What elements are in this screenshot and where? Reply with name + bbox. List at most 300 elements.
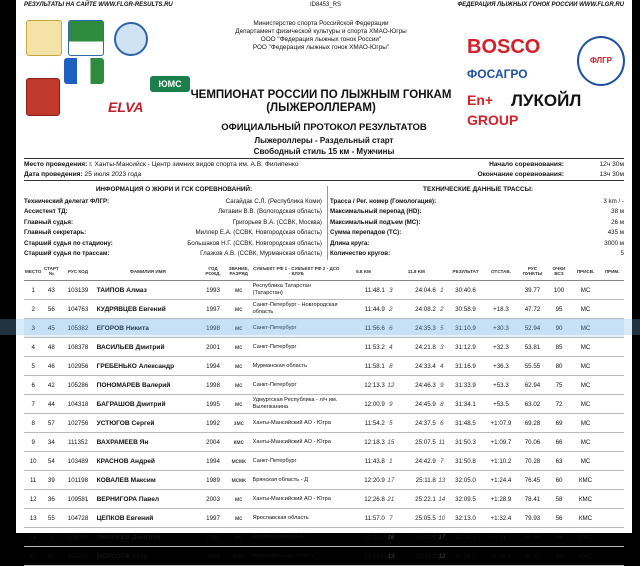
split2-pos: 6 — [437, 414, 447, 433]
assigned-cell: МС — [571, 300, 600, 319]
results-site-link[interactable]: РЕЗУЛЬТАТЫ НА САЙТЕ WWW.FLGR-RESULTS.RU — [24, 2, 173, 8]
region-cell: Санкт-Петербург — [252, 452, 341, 471]
vsz-cell: 100 — [547, 281, 571, 300]
bib-cell: 55 — [42, 509, 60, 528]
vsz-cell: 95 — [547, 300, 571, 319]
year-cell: 1994 — [200, 357, 226, 376]
end-label: Окончание соревнования: — [477, 171, 564, 178]
championship-title-line: ЧЕМПИОНАТ РОССИИ ПО ЛЫЖНЫМ ГОНКАМ — [190, 89, 452, 101]
split1-cell: 12:13.5 — [341, 547, 386, 566]
table-row[interactable] — [24, 433, 624, 452]
table-row[interactable] — [24, 414, 624, 433]
col-name: ФАМИЛИЯ ИМЯ — [96, 262, 201, 281]
code-cell: 102956 — [60, 357, 95, 376]
split1-cell: 11:44.9 — [341, 300, 386, 319]
vsz-cell: 52 — [547, 547, 571, 566]
athlete-name: МОРОЗОВ Егор — [96, 547, 201, 566]
bib-cell: 46 — [42, 357, 60, 376]
code-cell: 102756 — [60, 414, 95, 433]
start-label: Начало соревнования: — [489, 161, 564, 168]
athlete-name: ГРЕБЕНЬКО Александр — [96, 357, 201, 376]
points-cell: 78.41 — [518, 490, 548, 509]
organizers — [196, 20, 446, 52]
gap-cell: +53.3 — [484, 376, 517, 395]
bosco-logo: BOSCO — [467, 36, 541, 58]
place-cell: 4 — [24, 338, 42, 357]
result-cell: 32:09.5 — [447, 490, 484, 509]
note-cell — [600, 509, 624, 528]
gap-cell — [484, 281, 517, 300]
assigned-cell: КМС — [571, 528, 600, 547]
split2-cell: 24:08.2 — [396, 300, 437, 319]
gap-cell: +53.5 — [484, 395, 517, 414]
note-cell — [600, 300, 624, 319]
region-cell: Республика Татарстан (Татарстан) — [252, 281, 341, 300]
gap-cell: +1:07.9 — [484, 414, 517, 433]
col-note: ПРИМ. — [600, 262, 624, 281]
table-row[interactable] — [24, 376, 624, 395]
year-cell: 1989 — [200, 471, 226, 490]
organizer-line: ООО "Федерация лыжных гонок России" — [260, 36, 382, 43]
rank-cell: мс — [226, 376, 252, 395]
year-cell: 1998 — [200, 319, 226, 338]
organizer-line: РОО "Федерация лыжных гонок ХМАО-Югры" — [252, 44, 390, 51]
result-cell: 31:50.3 — [447, 433, 484, 452]
split1-cell: 11:48.1 — [341, 281, 386, 300]
gap-cell: +1:32.4 — [484, 509, 517, 528]
rank-cell: мс — [226, 319, 252, 338]
info-divider — [327, 186, 328, 260]
tech-row: Максимальный подъем (MC): 26 м — [330, 218, 624, 226]
region-cell: Санкт-Петербург — [252, 338, 341, 357]
result-cell: 32:16.2 — [447, 547, 484, 566]
gap-cell: +1:33.7 — [484, 528, 517, 547]
tech-row: Сумма перепадов (ТС): 435 м — [330, 229, 624, 237]
points-cell: 69.28 — [518, 414, 548, 433]
split2-cell: 25:05.5 — [396, 509, 437, 528]
split2-cell: 24:04.6 — [396, 281, 437, 300]
start-time: 12ч 30м — [599, 161, 624, 168]
vsz-cell: 75 — [547, 376, 571, 395]
jury-row: Технический делегат ФЛГР: Сагайдак С.Л. (Республика Коми) — [24, 198, 322, 205]
table-row[interactable] — [24, 300, 624, 319]
points-cell: 62.94 — [518, 376, 548, 395]
athlete-name: БАГРАШОВ Дмитрий — [96, 395, 201, 414]
note-cell — [600, 395, 624, 414]
table-row[interactable] — [24, 528, 624, 547]
code-cell: 105304 — [60, 528, 95, 547]
split1-pos: 1 — [386, 452, 396, 471]
note-cell — [600, 319, 624, 338]
result-cell: 32:13.0 — [447, 509, 484, 528]
championship-title — [166, 89, 476, 115]
athlete-name: ЯМАЛЕЕВ Дмитрий — [96, 528, 201, 547]
split1-pos: 18 — [386, 528, 396, 547]
col-region: СУБЪЕКТ РФ 1 - СУБЪЕКТ РФ 2 - ДСО - КЛУБ — [252, 262, 341, 281]
region-cell: Санкт-Петербург - Новгородская область — [252, 300, 341, 319]
split1-cell: 12:00.9 — [341, 395, 386, 414]
rank-cell: мс — [226, 338, 252, 357]
split2-cell: 25:11.8 — [396, 471, 437, 490]
gap-cell: +32.3 — [484, 338, 517, 357]
result-cell: 32:05.0 — [447, 471, 484, 490]
bib-cell: 44 — [42, 395, 60, 414]
rank-cell: мс — [226, 281, 252, 300]
note-cell — [600, 281, 624, 300]
code-cell: 104728 — [60, 509, 95, 528]
results-header-row — [24, 262, 624, 281]
result-cell: 31:10.9 — [447, 319, 484, 338]
split2-cell: 25:22.1 — [396, 490, 437, 509]
result-cell: 31:33.9 — [447, 376, 484, 395]
vsz-cell: 66 — [547, 433, 571, 452]
athlete-name: КОВАЛЕВ Максим — [96, 471, 201, 490]
year-cell: 1997 — [200, 300, 226, 319]
vsz-cell: 54 — [547, 528, 571, 547]
table-row[interactable] — [24, 338, 624, 357]
assigned-cell: МС — [571, 338, 600, 357]
code-cell: 108378 — [60, 338, 95, 357]
table-row[interactable] — [24, 471, 624, 490]
col-place: МЕСТО — [24, 262, 42, 281]
code-cell: 110283 — [60, 547, 95, 566]
result-cell: 31:48.5 — [447, 414, 484, 433]
table-row[interactable] — [24, 357, 624, 376]
place-cell: 6 — [24, 376, 42, 395]
split1-pos: 12 — [386, 376, 396, 395]
year-cell: 1982 — [200, 528, 226, 547]
venue-label: Место проведения: — [24, 161, 88, 168]
assigned-cell: МС — [571, 414, 600, 433]
assigned-cell: КМС — [571, 509, 600, 528]
year-cell: 1994 — [200, 452, 226, 471]
result-cell: 31:34.1 — [447, 395, 484, 414]
split2-cell: 24:37.5 — [396, 414, 437, 433]
split2-pos: 2 — [437, 300, 447, 319]
place-cell: 1 — [24, 281, 42, 300]
split2-cell: 25:29.4 — [396, 528, 437, 547]
document-id: ID8453_RS — [310, 2, 342, 8]
region-cell: Ханты-Мансийский АО - Югра — [252, 433, 341, 452]
points-cell: 81.32 — [518, 547, 548, 566]
place-cell: 15 — [24, 547, 42, 566]
points-cell: 76.45 — [518, 471, 548, 490]
split1-cell: 12:20.9 — [341, 471, 386, 490]
vsz-cell: 58 — [547, 490, 571, 509]
code-cell: 104318 — [60, 395, 95, 414]
bib-cell: 45 — [42, 319, 60, 338]
split1-cell: 12:13.3 — [341, 376, 386, 395]
athlete-name: ТАИПОВ Алмаз — [96, 281, 201, 300]
note-cell — [600, 338, 624, 357]
athlete-name: КУДРЯВЦЕВ Евгений — [96, 300, 201, 319]
split1-pos: 5 — [386, 414, 396, 433]
tech-row: Трасса / Рег. номер (Гомологация): 3 km / - — [330, 198, 624, 205]
table-row[interactable] — [24, 509, 624, 528]
code-cell: 109581 — [60, 490, 95, 509]
jury-row: Главный секретарь: Миллер Е.А. (ССВК, Новгородская область) — [24, 229, 322, 237]
rank-cell: мс — [226, 395, 252, 414]
year-cell: 1993 — [200, 281, 226, 300]
split2-cell: 24:42.9 — [396, 452, 437, 471]
split1-pos: 9 — [386, 395, 396, 414]
place-cell: 14 — [24, 528, 42, 547]
result-cell: 32:14.3 — [447, 528, 484, 547]
results-table — [24, 262, 624, 566]
tech-row: Количество кругов: 5 — [330, 249, 624, 257]
table-row[interactable] — [24, 281, 624, 300]
place-cell: 12 — [24, 490, 42, 509]
protocol-title: ОФИЦИАЛЬНЫЙ ПРОТОКОЛ РЕЗУЛЬТАТОВ — [221, 122, 427, 133]
col-split2: 11.8 KM — [396, 262, 437, 281]
assigned-cell: МС — [571, 281, 600, 300]
split1-pos: 6 — [386, 319, 396, 338]
bib-cell: 43 — [42, 281, 60, 300]
col-code: РУС КОД — [60, 262, 95, 281]
split2-pos: 17 — [437, 528, 447, 547]
split2-pos: 13 — [437, 471, 447, 490]
year-cell: 2004 — [200, 433, 226, 452]
venue-value: г. Ханты-Мансийск - Центр зимних видов спорта им. А.В. Филипенко — [89, 161, 299, 168]
note-cell — [600, 357, 624, 376]
table-row[interactable] — [24, 319, 624, 338]
right-logos — [463, 16, 628, 128]
split1-pos: 2 — [386, 300, 396, 319]
split1-pos: 15 — [386, 433, 396, 452]
region-arms-logo — [26, 78, 60, 116]
code-cell: 111352 — [60, 433, 95, 452]
split1-cell: 11:43.8 — [341, 452, 386, 471]
year-cell: 2004 — [200, 547, 226, 566]
points-cell: 47.72 — [518, 300, 548, 319]
tech-row: Длина круга: 3000 м — [330, 239, 624, 247]
table-row[interactable] — [24, 395, 624, 414]
col-result: РЕЗУЛЬТАТ — [447, 262, 484, 281]
ums-logo: ЮМС — [150, 76, 190, 92]
bib-cell: 57 — [42, 414, 60, 433]
bib-cell: 34 — [42, 433, 60, 452]
year-cell: 2003 — [200, 490, 226, 509]
col-vsz: ОЧКИ ВСЗ — [547, 262, 571, 281]
organizer-line: Департамент физической культуры и спорта ХМАО-Югры — [235, 28, 407, 35]
vsz-cell: 60 — [547, 471, 571, 490]
split1-cell: 11:53.2 — [341, 338, 386, 357]
elva-logo: ELVA — [108, 99, 144, 115]
col-rank: ЗВАНИЕ, РАЗРЯД — [226, 262, 252, 281]
result-cell: 30:58.9 — [447, 300, 484, 319]
vsz-cell: 72 — [547, 395, 571, 414]
rank-cell: мс — [226, 490, 252, 509]
region-cell: Санкт-Петербург — [252, 319, 341, 338]
assigned-cell: МС — [571, 452, 600, 471]
split1-cell: 12:22.0 — [341, 528, 386, 547]
points-cell: 70.28 — [518, 452, 548, 471]
year-cell: 1997 — [200, 509, 226, 528]
table-row[interactable] — [24, 490, 624, 509]
split2-pos: 10 — [437, 509, 447, 528]
vsz-cell: 80 — [547, 357, 571, 376]
split2-pos: 11 — [437, 433, 447, 452]
split2-cell: 24:35.3 — [396, 319, 437, 338]
gap-cell: +18.3 — [484, 300, 517, 319]
split1-pos: 8 — [386, 357, 396, 376]
split2-cell: 24:33.4 — [396, 357, 437, 376]
protocol-page — [16, 0, 632, 560]
emblem-logo — [114, 22, 148, 56]
jury-row: Ассистент ТД: Летавин В.В. (Вологодская область) — [24, 208, 322, 216]
year-cell: 1998 — [200, 376, 226, 395]
place-cell: 13 — [24, 509, 42, 528]
race-style: Свободный стиль 15 км - Мужчины — [253, 147, 395, 156]
result-cell: 30:40.6 — [447, 281, 484, 300]
split1-cell: 11:54.2 — [341, 414, 386, 433]
split2-cell: 25:07.5 — [396, 433, 437, 452]
code-cell: 101198 — [60, 471, 95, 490]
rank-cell: мс — [226, 300, 252, 319]
bib-cell: 42 — [42, 376, 60, 395]
place-cell: 3 — [24, 319, 42, 338]
rank-cell: мс — [226, 357, 252, 376]
gap-cell: +1:35.6 — [484, 547, 517, 566]
rank-cell: мсмк — [226, 471, 252, 490]
jury-list — [24, 197, 322, 259]
fosagro-logo: ФОСАГРО — [467, 67, 528, 81]
bib-cell: 3 — [42, 528, 60, 547]
vsz-cell: 56 — [547, 509, 571, 528]
place-cell: 7 — [24, 395, 42, 414]
split2-pos: 5 — [437, 319, 447, 338]
split2-cell: 25:11.3 — [396, 547, 437, 566]
jury-row: Старший судья по трассам: Глазков А.В. (ССВК, Мурманская область) — [24, 249, 322, 257]
split2-pos: 8 — [437, 395, 447, 414]
gap-cell: +30.3 — [484, 319, 517, 338]
result-cell: 31:50.8 — [447, 452, 484, 471]
points-cell: 52.94 — [518, 319, 548, 338]
rank-cell: кмс — [226, 547, 252, 566]
split1-pos: 3 — [386, 281, 396, 300]
athlete-name: КРАСНОВ Андрей — [96, 452, 201, 471]
table-row[interactable] — [24, 547, 624, 566]
region-cell: Брянская область - Д — [252, 471, 341, 490]
date-row — [24, 169, 624, 181]
points-cell: 70.06 — [518, 433, 548, 452]
jury-row: Главный судья: Григорьев В.А. (ССВК, Москва) — [24, 218, 322, 226]
year-cell: 1992 — [200, 414, 226, 433]
table-row[interactable] — [24, 452, 624, 471]
assigned-cell: МС — [571, 376, 600, 395]
place-cell: 11 — [24, 471, 42, 490]
place-cell: 2 — [24, 300, 42, 319]
place-cell: 9 — [24, 433, 42, 452]
rank-cell: мс — [226, 509, 252, 528]
split1-pos: 21 — [386, 490, 396, 509]
code-cell: 103489 — [60, 452, 95, 471]
split2-cell: 24:21.8 — [396, 338, 437, 357]
col-year: ГОД РОЖД. — [200, 262, 226, 281]
flag-logo — [64, 58, 104, 84]
tech-row: Максимальный перепад (HD): 38 м — [330, 208, 624, 216]
region-cell: Нижегородская область — [252, 547, 341, 566]
split1-cell: 11:57.0 — [341, 509, 386, 528]
split1-pos: 4 — [386, 338, 396, 357]
championship-title-line: (ЛЫЖЕРОЛЛЕРАМ) — [266, 102, 376, 114]
note-cell — [600, 547, 624, 566]
year-cell: 2001 — [200, 338, 226, 357]
athlete-name: ЕГОРОВ Никита — [96, 319, 201, 338]
split2-pos: 14 — [437, 490, 447, 509]
tech-heading: ТЕХНИЧЕСКИЕ ДАННЫЕ ТРАССЫ: — [423, 186, 533, 193]
place-cell: 10 — [24, 452, 42, 471]
athlete-name: ВАХРАМЕЕВ Ян — [96, 433, 201, 452]
split1-cell: 12:26.8 — [341, 490, 386, 509]
col-split1: 5.8 KM — [341, 262, 386, 281]
enplus-logo: En+ GROUP — [467, 92, 519, 128]
rank-cell: кмс — [226, 433, 252, 452]
split2-pos: 12 — [437, 547, 447, 566]
split2-pos: 9 — [437, 376, 447, 395]
points-cell: 80.50 — [518, 528, 548, 547]
points-cell: 53.81 — [518, 338, 548, 357]
points-cell: 79.93 — [518, 509, 548, 528]
split2-pos: 7 — [437, 452, 447, 471]
vsz-cell: 69 — [547, 414, 571, 433]
note-cell — [600, 528, 624, 547]
split2-cell: 24:46.3 — [396, 376, 437, 395]
result-cell: 31:12.9 — [447, 338, 484, 357]
split2-pos: 4 — [437, 357, 447, 376]
lukoil-logo: ЛУКОЙЛ — [511, 91, 582, 110]
bib-cell: 39 — [42, 471, 60, 490]
assigned-cell: МС — [571, 395, 600, 414]
points-cell: 39.77 — [518, 281, 548, 300]
region-cell: Ханты-Мансийский АО - Югра — [252, 414, 341, 433]
year-cell: 1995 — [200, 395, 226, 414]
gap-cell: +1:10.2 — [484, 452, 517, 471]
region-cell: Ямало-Ненецкий АО — [252, 528, 341, 547]
athlete-name: ЦЕПКОВ Евгений — [96, 509, 201, 528]
athlete-name: ВЕРНИГОРА Павел — [96, 490, 201, 509]
col-assigned: ПРИСВ. — [571, 262, 600, 281]
assigned-cell: МС — [571, 319, 600, 338]
tech-list — [330, 197, 624, 259]
region-cell: Санкт-Петербург — [252, 376, 341, 395]
gap-cell: +36.3 — [484, 357, 517, 376]
split2-pos: 3 — [437, 338, 447, 357]
region-cell: Мурманская область — [252, 357, 341, 376]
split2-pos: 1 — [437, 281, 447, 300]
region-cell: Ханты-Мансийский АО - Югра — [252, 490, 341, 509]
athlete-name: ПОНОМАРЕВ Валерий — [96, 376, 201, 395]
rank-cell: мс — [226, 528, 252, 547]
bib-cell: 52 — [42, 547, 60, 566]
split1-pos: 17 — [386, 471, 396, 490]
code-cell: 103139 — [60, 281, 95, 300]
points-cell: 55.55 — [518, 357, 548, 376]
coat-of-arms-logo — [26, 20, 62, 56]
bib-cell: 48 — [42, 338, 60, 357]
jury-row: Старший судья по стадиону: Большаков Н.Г. (ССВК, Новгородская область) — [24, 239, 322, 247]
assigned-cell: МС — [571, 357, 600, 376]
vsz-cell: 90 — [547, 319, 571, 338]
rank-cell: мсмк — [226, 452, 252, 471]
split1-cell: 11:58.1 — [341, 357, 386, 376]
code-cell: 104763 — [60, 300, 95, 319]
federation-site-link[interactable]: ФЕДЕРАЦИЯ ЛЫЖНЫХ ГОНОК РОССИИ WWW.FLGR.RU — [457, 2, 624, 8]
vsz-cell: 85 — [547, 338, 571, 357]
race-subtitle: Лыжероллеры - Раздельный старт — [254, 136, 394, 145]
rank-cell: змс — [226, 414, 252, 433]
yugra-logo — [68, 20, 104, 56]
